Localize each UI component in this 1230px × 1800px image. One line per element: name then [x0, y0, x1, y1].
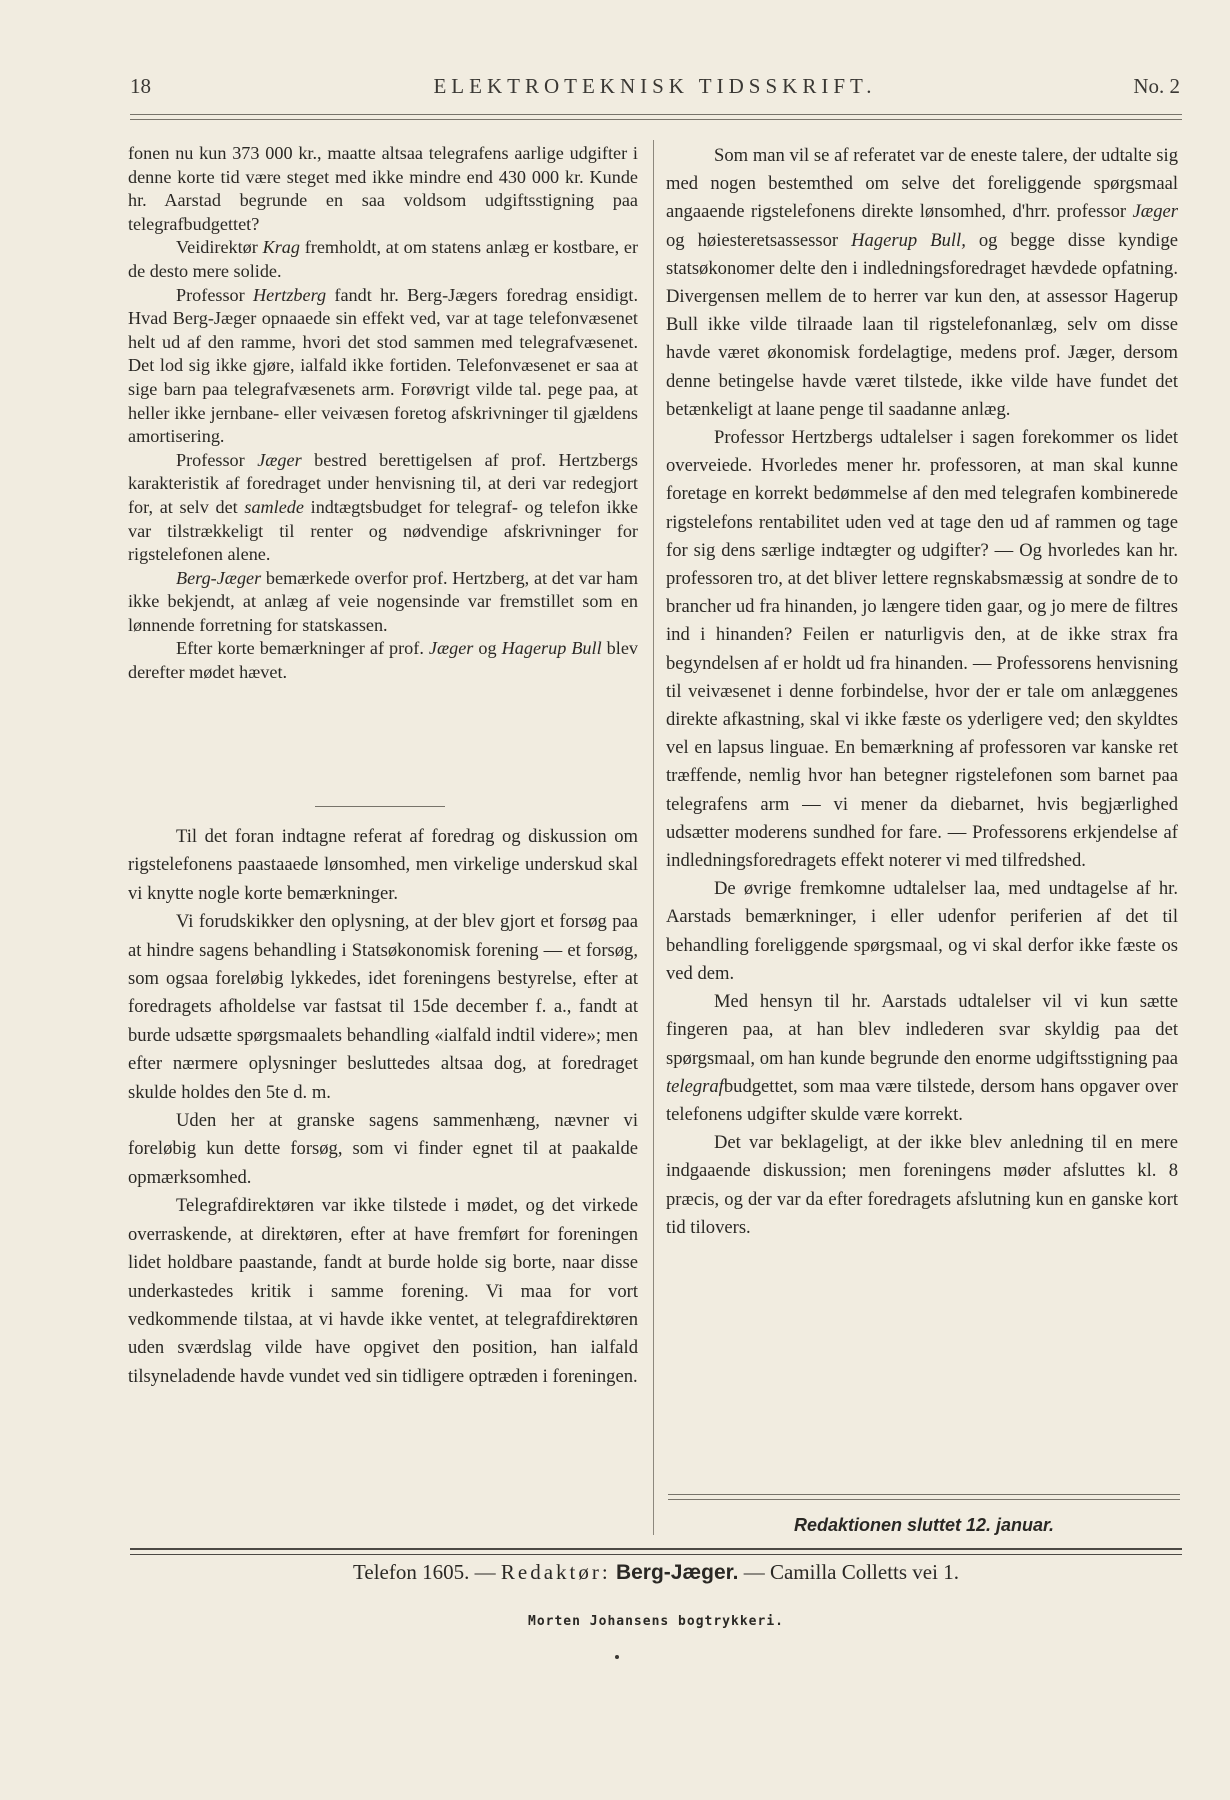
paragraph: [666, 988, 1178, 1129]
paragraph-text: fonen nu kun 373 000 kr., maatte altsaa telegrafens aarlige udgifter i denne korte tid være steget med ikke mindre end 430 000 kr. Kunde hr. Aarstad begrunde en saa voldsom udgiftsstigning paa telegrafbudgettet?: [128, 143, 638, 234]
paragraph-text: Med hensyn til hr. Aarstads udtalelser vil vi kun sætte fingeren paa, at han blev indlederen svar skyldig paa det spørgsmaal, om han kunde begrunde den enorme udgiftsstigning paa: [666, 991, 1178, 1069]
paragraph: [128, 142, 638, 236]
paragraph-text: budgettet, som maa være tilstede, dersom hans opgaver over telefonens udgifter skulde være korrekt.: [666, 1075, 1178, 1125]
paragraph-text: og høiesteretsassessor: [666, 229, 852, 251]
speaker-name: Jæger: [1132, 201, 1178, 223]
paragraph-text: indtægtsbudget for telegraf- og telefon ikke var tilstrækkeligt til renter og nødvendige afskrivninger for rigstelefonen alene.: [128, 496, 638, 565]
imprint-line: [130, 1560, 1182, 1585]
paragraph-text: Som man vil se af referatet var de eneste talere, der udtalte sig med nogen bestemthed om selve det foreliggende spørgsmaal angaaende rigstelefonens direkte lønsomhed, d'hrr. professor: [666, 145, 1178, 223]
printer-credit: Morten Johansens bogtrykkeri.: [528, 1614, 784, 1629]
closing-rule: [668, 1494, 1180, 1495]
paragraph: Det var beklageligt, at der ikke blev anledning til en mere indgaaende diskussion; men foreningens møder afsluttes kl. 8 præcis, og der var da efter foredragets afslutning kun en ganske kort tid tilovers.: [666, 1132, 1178, 1238]
paragraph: [128, 449, 638, 567]
header-rule: [130, 114, 1182, 115]
paragraph: [128, 567, 638, 638]
right-column-commentary: [666, 142, 1178, 1242]
paragraph: Uden her at granske sagens sammenhæng, nævner vi foreløbig kun dette forsøg, som vi finder egnet til at paakalde opmærksomhed.: [128, 1110, 638, 1188]
paragraph-text: og begge disse kyndige statsøkonomer delte den i indledningsforedraget hævdede opfatning. Divergensen mellem de to herrer var kun den, at assessor Hagerup Bull ikke vilde tilraade laan til rigstelefonanlæg, selv om disse havde været økonomisk fordelagtige, medens prof. Jæger, dersom denne betingelse havde været tilstede, ikke vilde have fundet det betænkeligt at laane penge til saadanne anlæg.: [666, 229, 1179, 420]
footer-rule-thin: [130, 1554, 1182, 1555]
paragraph: [128, 637, 638, 684]
paragraph-text: blev derefter mødet hævet.: [128, 638, 638, 683]
left-column-report: [128, 142, 638, 685]
speaker-name: Hertzberg: [253, 284, 327, 305]
speaker-name: Jæger: [257, 449, 302, 470]
paragraph-text: og: [473, 638, 502, 659]
page-header: [130, 70, 1180, 110]
paragraph: Telegrafdirektøren var ikke tilstede i mødet, og det virkede overraskende, at direktøren, efter at have fremført for foreningen lidet holdbare paastande, fandt at burde holde sig borte, naar disse underkastedes kritik i samme forening. Vi maa for vort vedkommende tilstaa, at vi havde ikke ventet, at telegrafdirektøren uden sværdslag vilde have opgivet den position, han ialfald tilsyneladende havde vundet ved sin tidligere optræden i foreningen.: [128, 1195, 638, 1387]
column-divider: [653, 140, 654, 1535]
speaker-name: Jæger: [428, 638, 474, 659]
issue-number: No. 2: [1133, 74, 1180, 98]
paragraph: De øvrige fremkomne udtalelser laa, med undtagelse af hr. Aarstads bemærkninger, i eller udenfor periferien af det til behandling foreliggende spørgsmaal, og vi skal derfor ikke fæste os ved dem.: [666, 878, 1178, 984]
footer-rule: [130, 1548, 1182, 1550]
speaker-name: Hagerup Bull: [501, 638, 602, 659]
paragraph-text: fremholdt, at om statens anlæg er kostbare, er de desto mere solide.: [128, 237, 638, 281]
closing-rule-double: [668, 1499, 1180, 1500]
editor-address: Camilla Colletts vei 1.: [769, 1560, 959, 1584]
paragraph-text: Efter korte bemærkninger af prof.: [176, 638, 429, 659]
editor-label: Redaktør:: [500, 1560, 611, 1584]
paragraph-text: Veidirektør: [176, 237, 263, 258]
paragraph: Til det foran indtagne referat af foredrag og diskussion om rigstelefonens paastaaede lønsomhed, men virkelige underskud skal vi knytte nogle korte bemærkninger.: [128, 826, 638, 904]
ink-speck: [615, 1655, 619, 1659]
paragraph: Vi forudskikker den oplysning, at der blev gjort et forsøg paa at hindre sagens behandling i Statsøkonomisk forening — et forsøg, som ogsaa foreløbig lykkedes, idet foreningens bestyrelse, efter at foredragets afholdelse var fastsat til 15de december f. a., fandt at burde udsætte spørgsmaalets behandling «ialfald indtil videre»; men efter nærmere oplysninger besluttedes altsaa dog, at foredraget skulde holdes den 5te d. m.: [128, 911, 638, 1103]
speaker-name: Hagerup Bull,: [851, 229, 966, 251]
paragraph: Professor Hertzbergs udtalelser i sagen forekommer os lidet overveiede. Hvorledes mener hr. professoren, at man skal kunne foretage en korrekt bedømmelse af den med telegrafen kombinerede rigstelefons rentabilitet uden ved at tage den ud af rammen og tage for sig dens særlige indtægter og udgifter? — Og hvorledes kan hr. professoren tro, at det bliver lettere regnskabsmæssig at sondre de to brancher ud fra hinanden, jo længere tiden gaar, og jo mere de filtres ind i hinanden? Feilen er naturligvis den, at de ikke strax fra begyndelsen af er holdt ud fra hinanden. — Professorens henvisning til veivæsenet i denne forbindelse, hvor der er tale om anlæggenes direkte afkastning, skal vi ikke fæste os yderligere ved; den skyldtes vel en lapsus linguae. En bemærkning af professoren var kanske ret træffende, nemlig hvor han betegner rigstelefonen som barnet paa telegrafens arm — vi mener da diebarnet, hvis begjærlighed udsætter moderens sundhed for fare. — Professorens erkjendelse af indledningsforedragets effekt noterer vi med tilfredshed.: [666, 427, 1178, 872]
paragraph-text: fandt hr. Berg-Jægers foredrag ensidigt. Hvad Berg-Jæger opnaaede sin effekt ved, var at tage telefonvæsenet helt ud af den ramme, hvori det stod sammen med telegrafvæsenet. Det lod sig ikke gjøre, ialfald ikke fortiden. Telefonvæsenet er saa at sige barn paa telegrafvæsenets arm. Forøvrigt vilde tal. pege paa, at heller ikke jernbane- eller veivæsen foretog afskrivninger til gjældens amortisering.: [128, 284, 639, 447]
left-column-commentary: [128, 823, 638, 1391]
dash: —: [474, 1560, 496, 1584]
emphasis: telegraf: [666, 1075, 724, 1097]
paragraph: [128, 284, 638, 449]
paragraph-text: Professor: [176, 284, 254, 305]
paragraph-text: Professor: [176, 449, 258, 470]
speaker-name: Krag: [262, 237, 300, 258]
paragraph-text: bestred berettigelsen af prof. Hertzbergs karakteristik af foredraget under henvisning til, at deri var redegjort for, at selv det: [128, 449, 638, 517]
page-number: 18: [130, 74, 151, 98]
emphasis: samlede: [244, 496, 304, 517]
speaker-name: Berg-Jæger: [176, 567, 262, 588]
journal-title: ELEKTROTEKNISK TIDSSKRIFT.: [433, 74, 877, 98]
editor-name: Berg-Jæger.: [615, 1561, 739, 1584]
phone-number: Telefon 1605.: [353, 1560, 470, 1584]
section-separator: [315, 806, 445, 807]
paragraph-text: bemærkede overfor prof. Hertzberg, at det var ham ikke bekjendt, at anlæg af veie nogensinde var fremstillet som en lønnende forretning for statskassen.: [128, 567, 638, 635]
editorial-signoff: Redaktionen sluttet 12. januar.: [793, 1515, 1055, 1535]
dash: —: [743, 1560, 765, 1584]
paragraph: [128, 236, 638, 283]
paragraph: [666, 142, 1178, 424]
header-rule-double: [130, 119, 1182, 120]
